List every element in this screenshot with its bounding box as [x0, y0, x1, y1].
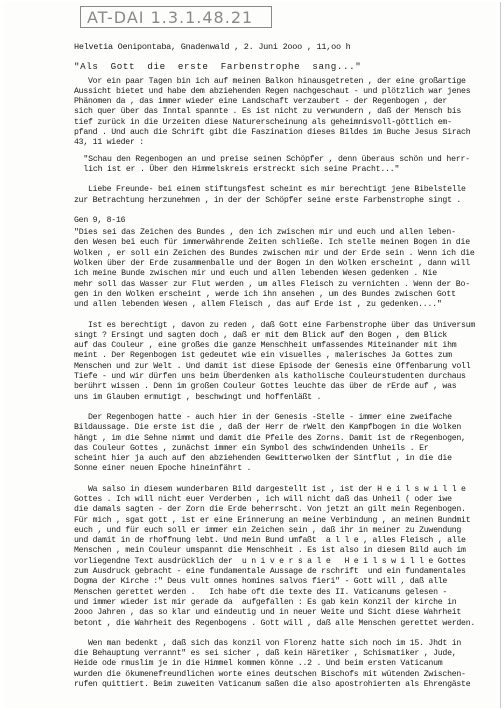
text-line: Gen 9, 8-16 — [74, 215, 126, 225]
paragraph-body — [74, 321, 494, 403]
text-line: mehr soll das Wasser zur Flut werden , um alles Fleisch zu vernichten . Wenn der Bo- — [74, 279, 470, 289]
paragraph-quote — [74, 155, 494, 176]
paragraph-gap — [74, 475, 494, 485]
text-line: lich ist er . Über den Himmelskreis erstreckt sich seine Pracht..." — [74, 164, 400, 174]
paragraph-body — [74, 639, 494, 690]
text-line: Bildaussage. Die erste ist die , daß der Herr de rWelt den Kampfbogen in die Wolken — [74, 423, 462, 433]
text-line: und allen lebenden Wesen , allem Fleisch , das auf Erde ist , zu gedenken...." — [74, 300, 442, 310]
text-line: Tiefe - und wir dürfen uns beim Überdenken als katholische Couleurstudenten durchaus — [74, 372, 466, 382]
text-line: und damit in de rhoffnung lebt. Und mein Bund umfaßt a l l e , alles Fleisch , alle — [74, 536, 466, 546]
paragraph-quote — [74, 228, 494, 310]
text-line: vorliegendne Text ausdrücklich der u n i v e r s a l e H e i l s w i l l e Gottes — [74, 556, 466, 566]
text-line: Wa salso in diesem wunderbaren Bild dargestellt ist , ist der H e i l s w i l l e — [74, 484, 466, 494]
text-line: euch , und für euch soll er immer ein Zeichen sein , daß ihr in meiner zu Zuwendung — [74, 525, 462, 535]
text-line: Wen man bedenkt , daß sich das konzil von Florenz hatte sich noch im 15. Jhdt in — [74, 638, 462, 648]
text-line: Heide ode rmuslim je in die Himmel kommen könne ..2 . Und beim ersten Vaticanum — [74, 659, 443, 669]
text-line: die Behauptung verrannt" es sei sicher , daß kein Häretiker , Schismatiker , Jude, — [74, 649, 457, 659]
text-line: ich meine Bunde zwischen mir und euch und allen lebenden Wesen gedenken . Nie — [74, 269, 437, 279]
document-header: Helvetia Oenipontaba, Gnadenwald , 2. Juni 2ooo , 11,oo h — [74, 42, 351, 52]
paragraph-body — [74, 77, 494, 149]
text-line: 2ooo Jahren , das so klar und eindeutig und in neuer Weite und Sicht diese Wahrheit — [74, 608, 462, 618]
text-line: gen in den Wolken erscheint , werde ich ihn ansehen , um des Bundes zwischen Gott — [74, 289, 456, 299]
paragraph-body — [74, 185, 494, 206]
text-line: Aussicht bietet und habe dem abziehenden Regen nachgeschaut - und plötzlich war jenes — [74, 86, 471, 96]
text-line: 43, 11 wieder : — [74, 138, 144, 148]
paragraph-gap — [74, 311, 494, 321]
text-line: Ist es berechtigt , davon zu reden , daß Gott eine Farbenstrophe über das Universum — [74, 320, 476, 330]
text-line: betont , die Wahrheit des Regenbogens . Gott will , daß alle Menschen gerettet werden. — [74, 618, 476, 628]
text-line: scheint hier ja auch auf den abziehenden Gewitterwolken der Sintflut , in die die — [74, 454, 452, 464]
paragraph-body — [74, 413, 494, 475]
text-line: "Dies sei das Zeichen des Bundes , den ich zwischen mir und euch und allen leben- — [74, 228, 456, 238]
archive-stamp: AT-DAI 1.3.1.48.21 — [80, 6, 272, 28]
text-line: zum Ausdruck gebracht - eine fundamentale Aussage de rschrift und ein fundamentales — [74, 567, 466, 577]
text-line: singt ? Ersingt und sagten doch , daß er mit dem Blick auf den Bogen , dem Blick — [74, 330, 448, 340]
text-line: Menschen gerettet werden . Ich habe oft die texte des II. Vaticanums gelesen - — [74, 587, 448, 597]
paragraph-ref — [74, 216, 494, 226]
document-title: "Als Gott die erste Farbenstrophe sang..." — [74, 61, 362, 73]
text-line: "Schau den Regenbogen an und preise seinen Schöpfer , denn überaus schön und herr- — [74, 154, 470, 164]
text-line: pfand . Und auch die Schrift gibt die Faszination dieses Bildes im Buche Jesus Sirach — [74, 128, 471, 138]
paragraph-gap — [74, 629, 494, 639]
text-line: den Wesen bei euch für immerwährende Zeiten schließe. Ich stelle meinen Bogen in die — [74, 238, 470, 248]
text-line: rufen quittiert. Beim zuweiten Vaticanum saßen die also apostrohierten als Ehrengäste — [74, 680, 471, 690]
document-text — [74, 42, 494, 690]
text-line: Wolken , er soll ein Zeichen des Bundes zwischen mir und der Erde sein . Wenn ich die — [74, 248, 475, 258]
text-line: zur Betrachtung herzunehmen , in der der Schöpfer seine erste Farbenstrophe singt . — [74, 195, 462, 205]
paragraph-body — [74, 485, 494, 629]
text-line: Der Regenbogen hatte - auch hier in der Genesis -Stelle - immer eine zweifache — [74, 412, 452, 422]
text-line: hängt , im die Sehne nimmt und damit die Pfeile des Zorns. Damit ist de rRegenbogen, — [74, 433, 466, 443]
text-line: Menschen , mein Couleur umspannt die Menschheit . Es ist also in diesem Bild auch im — [74, 546, 466, 556]
text-line: meint . Der Regenbogen ist gedeutet wie ein visuelles , malerisches Ja Gottes zum — [74, 351, 452, 361]
text-line: das Couleur Gottes , zunächst immer ein Symbol des schwindenden Unheils . Er — [74, 443, 429, 453]
text-line: Gottes . Ich will nicht euer Verderben , ich will nicht daß das Unheil ( oder iwe — [74, 494, 452, 504]
text-line: auf das Couleur , eine großes die ganze Menschheit umfassendes Miteinander mit ihm — [74, 341, 457, 351]
text-line: wurden die ökumenefreundlichen worte eines deutschen Bischofs mit wütenden Zwischen- — [74, 669, 466, 679]
text-line: Für mich , sgat gott , ist er eine Erinnerung an meine Verbindung , an meinen Bundmit — [74, 515, 471, 525]
text-line: Vor ein paar Tagen bin ich auf meinen Balkon hinausgetreten , der eine großartige — [74, 76, 466, 86]
text-line: Liebe Freunde- bei einem stiftungsfest scheint es mir berechtigt jene Bibelstelle — [74, 185, 466, 195]
document-page — [4, 2, 501, 708]
text-line: tief zurück in die Urzeiten diese Naturerscheinung als geheimnisvoll-göttlich em- — [74, 117, 452, 127]
text-line: Phänomen da , das immer wieder eine Landschaft verzaubert - der Regenbogen , der — [74, 97, 448, 107]
text-line: Sonne einer neuen Epoche hineinfährt . — [74, 464, 252, 474]
paragraphs — [74, 77, 494, 691]
paragraph-gap — [74, 403, 494, 413]
text-line: Dogma der Kirche :" Deus vult omnes homines salvos fieri" - Gott will , daß alle — [74, 577, 448, 587]
text-line: uns im Glauben ermutigt , beschwingt und hoffenläßt . — [74, 392, 322, 402]
paragraph-gap — [74, 206, 494, 216]
text-line: Wolken über der Erde zusammenballe und der Bogen in den Wolken erscheint , dann will — [74, 259, 470, 269]
paragraph-gap — [74, 175, 494, 185]
text-line: berührt wissen . Denn im großen Couleur Gottes leuchte das über de rErde auf , was — [74, 382, 457, 392]
text-line: und immer wieder ist mir gerade da aufgefallen : Es gab kein Konzil der kirche in — [74, 597, 457, 607]
text-line: sich quer über das Inntal spannte . Es ist nicht zu verwundern , daß der Mensch bis — [74, 107, 462, 117]
text-line: Menschen und zur Welt . Und damit ist diese Episode der Genesis eine Offenbarung voll — [74, 361, 471, 371]
text-line: die damals sagten - der Zorn die Erde beherrscht. Von jetzt an gilt mein Regenbogen. — [74, 505, 466, 515]
